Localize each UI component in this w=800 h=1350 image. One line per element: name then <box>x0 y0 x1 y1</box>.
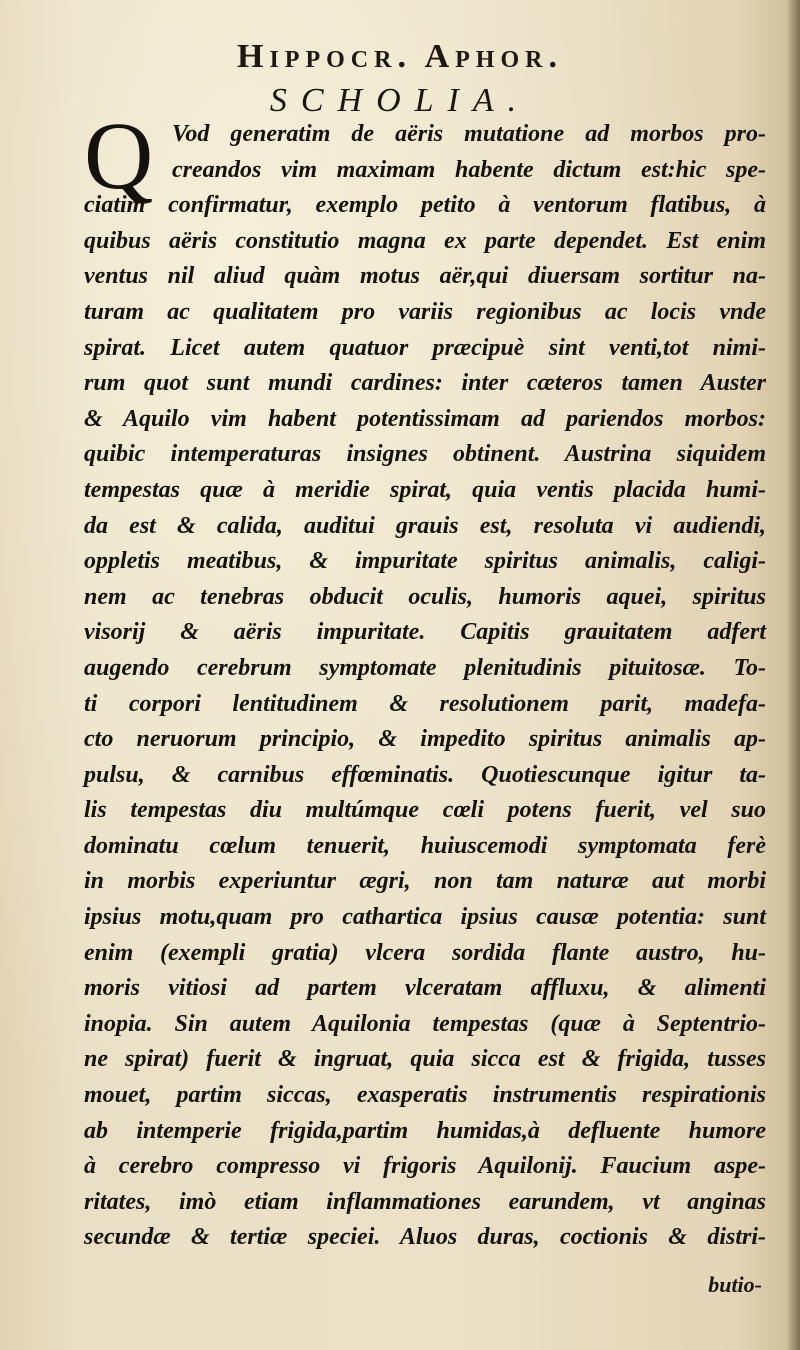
drop-cap: Q <box>84 102 154 209</box>
text-line: quibic intemperaturas insignes obtinent. Austrina siquidem <box>84 441 766 468</box>
text-line: pulsu, & carnibus effœminatis. Quotiescunque igitur ta- <box>84 761 766 788</box>
running-head: Hippocr. Aphor. <box>237 38 563 75</box>
text-line: moris vitiosi ad partem vlceratam affluxu, & alimenti <box>84 975 766 1002</box>
text-line: ipsius motu,quam pro cathartica ipsius causæ potentia: sunt <box>84 904 766 931</box>
text-line: Vod generatim de aëris mutatione ad morbos pro- <box>172 121 766 147</box>
text-line: tempestas quæ à meridie spirat, quia ventis placida humi- <box>84 476 766 503</box>
text-line: dominatu cœlum tenuerit, huiuscemodi symptomata ferè <box>84 832 766 859</box>
text-line: ritates, imò etiam inflammationes earundem, vt anginas <box>84 1188 766 1215</box>
text-line: lis tempestas diu multúmque cœli potens fuerit, vel suo <box>84 797 766 824</box>
text-line: spirat. Licet autem quatuor præcipuè sint venti,tot nimi- <box>84 334 766 361</box>
text-line: inopia. Sin autem Aquilonia tempestas (quæ à Septentrio- <box>84 1010 766 1037</box>
text-line: ab intemperie frigida,partim humidas,à defluente humore <box>84 1117 766 1144</box>
text-line: mouet, partim siccas, exasperatis instrumentis respirationis <box>84 1082 766 1109</box>
body-text <box>84 117 766 1256</box>
text-line: oppletis meatibus, & impuritate spiritus animalis, caligi- <box>84 548 766 575</box>
text-line: & Aquilo vim habent potentissimam ad pariendos morbos: <box>84 405 766 432</box>
text-line: creandos vim maximam habente dictum est:hic spe- <box>172 156 766 183</box>
text-line: visorij & aëris impuritate. Capitis grauitatem adfert <box>84 619 766 646</box>
text-line: à cerebro compresso vi frigoris Aquilonij. Faucium aspe- <box>84 1153 766 1180</box>
text-line: ciatim confirmatur, exemplo petito à ventorum flatibus, à <box>84 192 766 219</box>
text-line: quibus aëris constitutio magna ex parte dependet. Est enim <box>84 227 766 254</box>
catchword: butio- <box>708 1272 762 1297</box>
text-line: augendo cerebrum symptomate plenitudinis pituitosæ. To- <box>84 654 766 681</box>
text-line: cto neruorum principio, & impedito spiritus animalis ap- <box>84 726 766 753</box>
text-line: ne spirat) fuerit & ingruat, quia sicca est & frigida, tusses <box>84 1046 766 1073</box>
text-line: in morbis experiuntur ægri, non tam naturæ aut morbi <box>84 868 766 895</box>
text-line: nem ac tenebras obducit oculis, humoris aquei, spiritus <box>84 583 766 610</box>
page-edge-shadow <box>786 0 800 1350</box>
section-title: SCHOLIA. <box>269 82 531 119</box>
text-line: enim (exempli gratia) vlcera sordida flante austro, hu- <box>84 939 766 966</box>
text-line: ventus nil aliud quàm motus aër,qui diuersam sortitur na- <box>84 263 766 290</box>
text-line: turam ac qualitatem pro variis regionibus ac locis vnde <box>84 298 766 325</box>
text-line: ti corpori lentitudinem & resolutionem parit, madefa- <box>84 690 766 717</box>
text-line: rum quot sunt mundi cardines: inter cæteros tamen Auster <box>84 370 766 397</box>
text-line: secundæ & tertiæ speciei. Aluos duras, coctionis & distri- <box>84 1224 766 1251</box>
text-line: da est & calida, auditui grauis est, resoluta vi audiendi, <box>84 512 766 539</box>
